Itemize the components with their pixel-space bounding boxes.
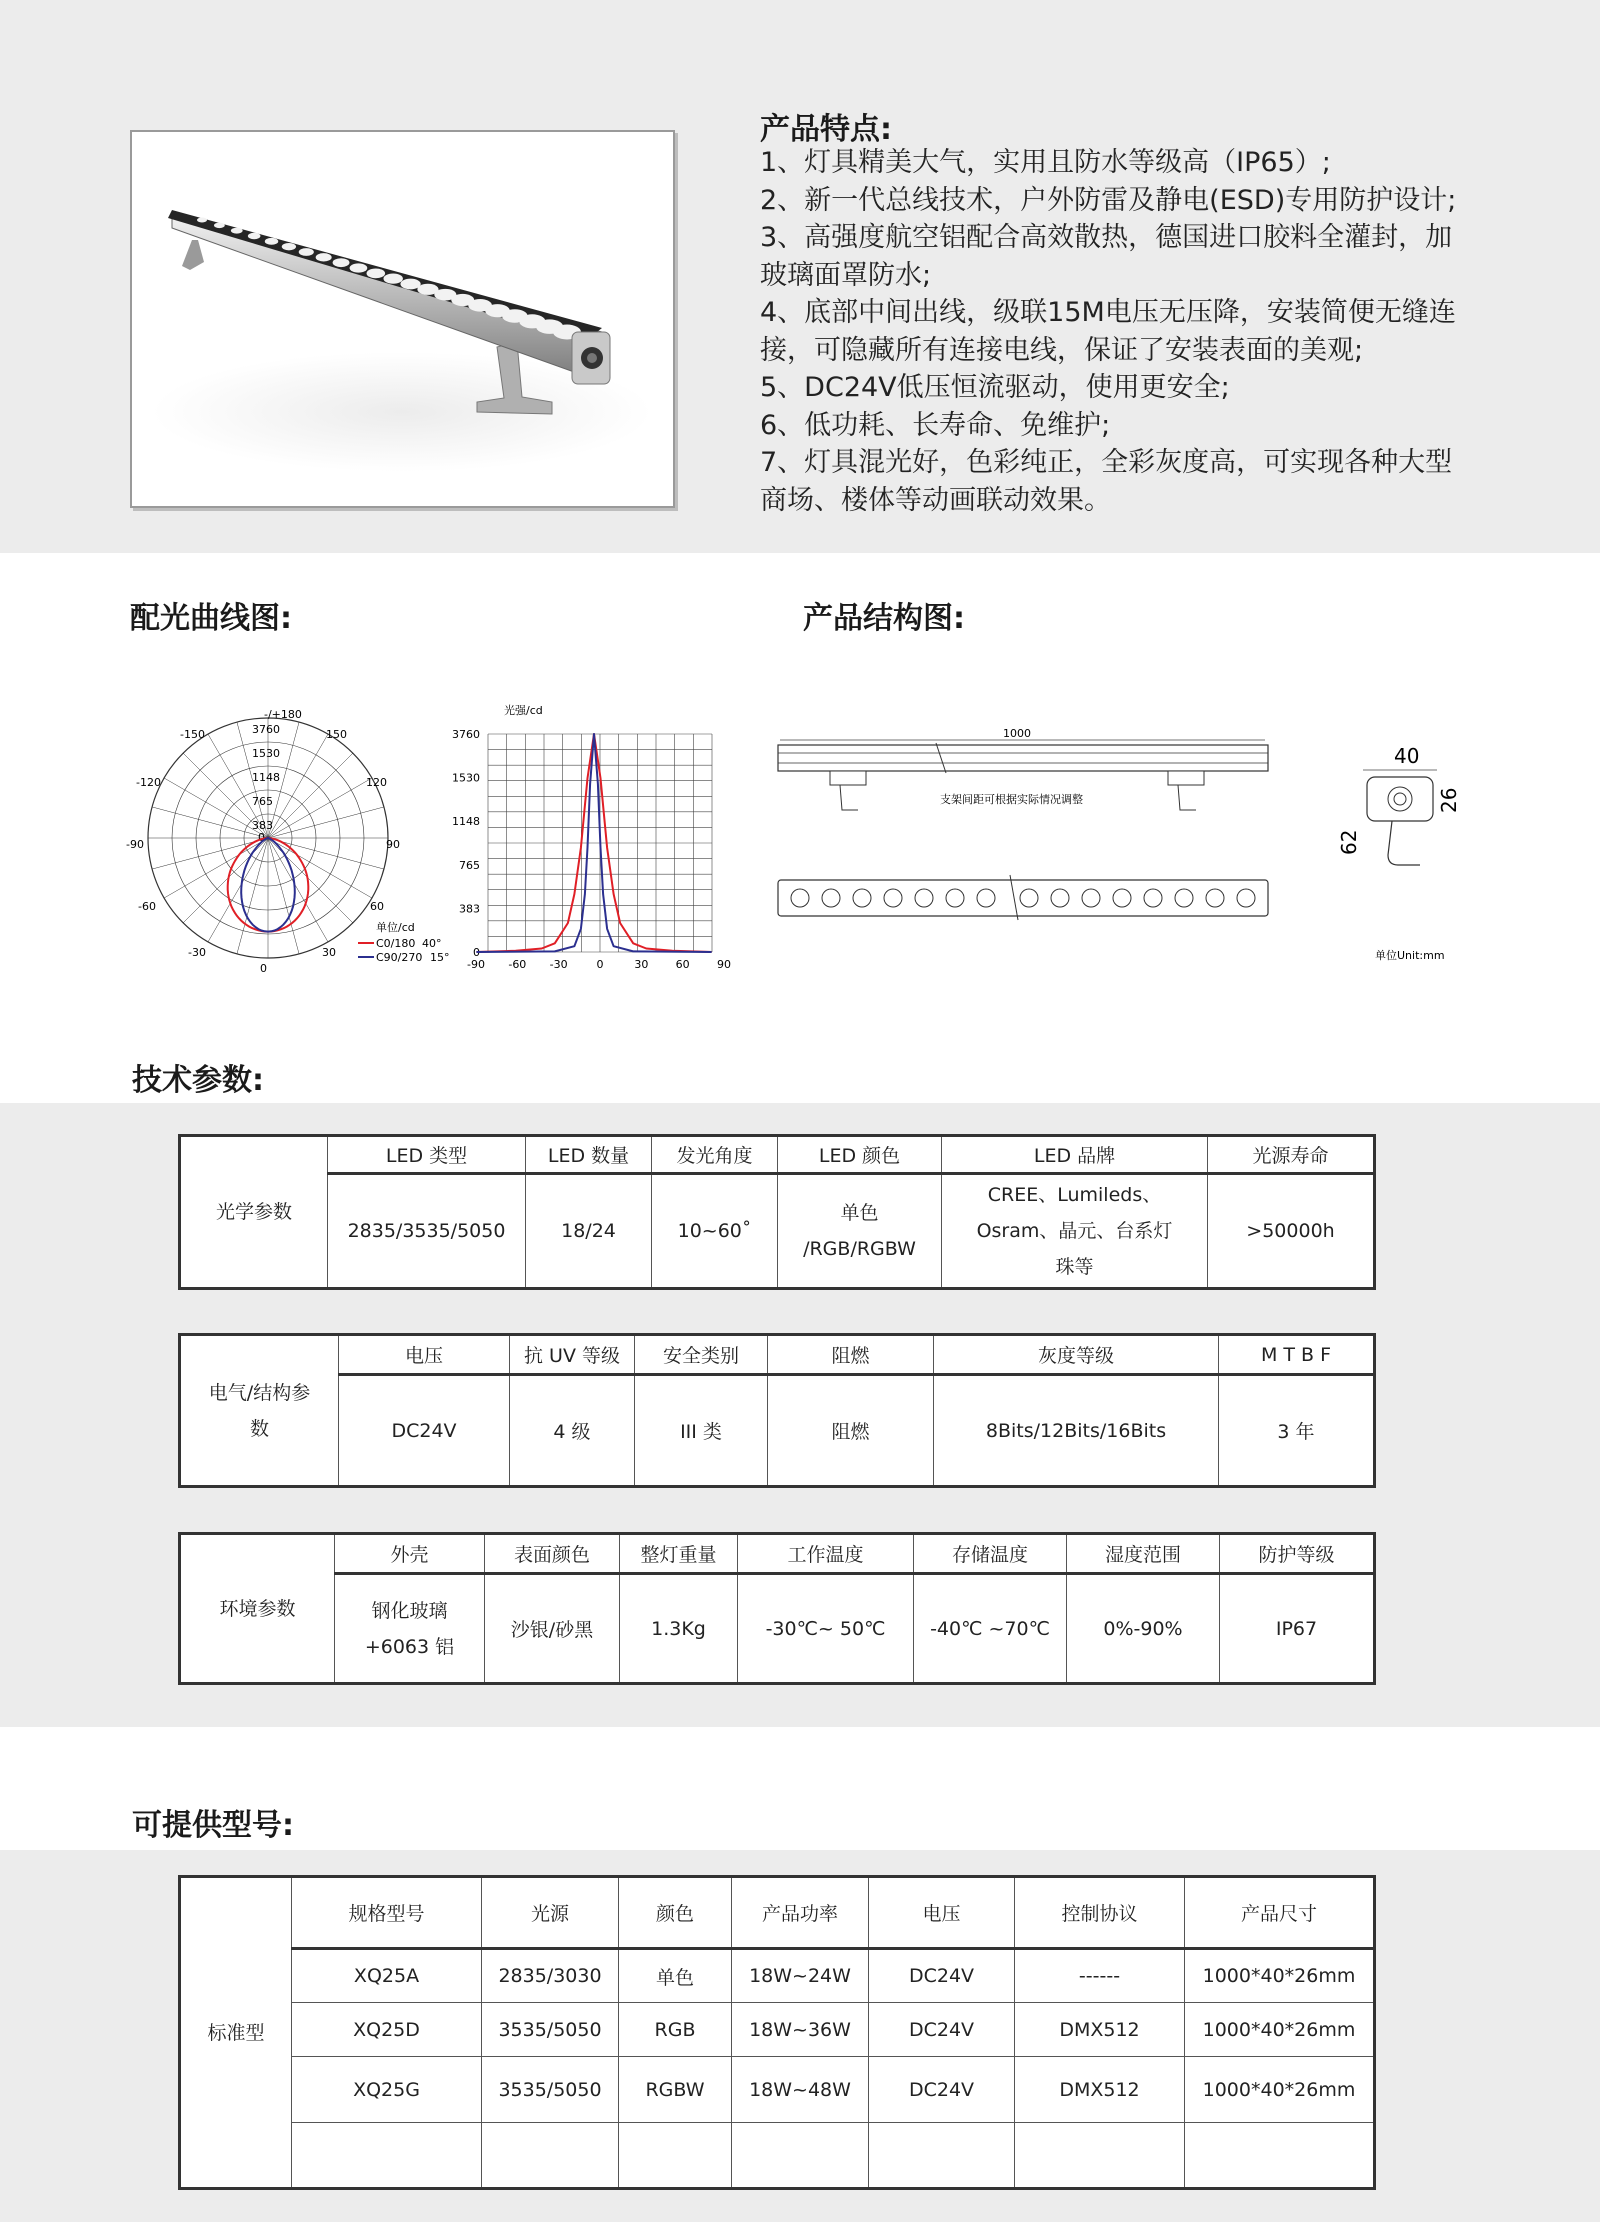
dim-width: 40 [1394, 744, 1420, 768]
value-cell: RGBW [619, 2057, 732, 2123]
optical-spec-table [178, 1134, 1376, 1290]
led-hole [1175, 889, 1193, 907]
polar-spoke [268, 753, 353, 838]
header-cell: 安全类别 [635, 1335, 768, 1375]
polar-spoke [152, 838, 268, 869]
header-cell: 规格型号 [292, 1877, 482, 1949]
led-hole [1051, 889, 1069, 907]
value-cell: DMX512 [1015, 2003, 1185, 2057]
value-cell: 1000*40*26mm [1185, 1949, 1375, 2003]
x-tick-label: 30 [634, 958, 649, 971]
y-tick-label: 0 [473, 946, 480, 959]
led-hole [822, 889, 840, 907]
polar-angle-label: -60 [138, 900, 156, 913]
row-label: 光学参数 [180, 1136, 328, 1289]
led-hole [946, 889, 964, 907]
x-tick-label: -90 [467, 958, 485, 971]
polar-radial-tick: 3760 [252, 723, 280, 736]
intensity-chart [440, 700, 740, 984]
table-row [180, 2057, 1375, 2123]
led-lens [367, 268, 386, 278]
led-hole [977, 889, 995, 907]
header-cell: 产品功率 [732, 1877, 869, 1949]
y-tick-label: 3760 [452, 728, 480, 741]
header-cell: 阻燃 [768, 1335, 934, 1375]
polar-spoke [152, 807, 268, 838]
header-cell: 湿度范围 [1067, 1534, 1220, 1574]
header-cell: 光源 [482, 1877, 619, 1949]
y-tick-label: 1148 [452, 815, 480, 829]
features-title: 产品特点: [760, 112, 892, 147]
polar-legend-c90: C90/270 [376, 951, 423, 964]
table-row-empty [180, 2123, 1375, 2189]
header-cell: LED 类型 [328, 1136, 526, 1174]
polar-radial-tick: 383 [252, 819, 273, 832]
row-label: 环境参数 [180, 1534, 335, 1684]
value-cell: 3535/5050 [482, 2057, 619, 2123]
header-cell: 存储温度 [914, 1534, 1067, 1574]
header-cell: 外壳 [335, 1534, 485, 1574]
header-cell: LED 颜色 [778, 1136, 942, 1174]
polar-spoke [268, 838, 384, 869]
polar-spoke [164, 838, 268, 898]
feature-line: 5、DC24V低压恒流驱动，使用更安全; [760, 372, 1230, 403]
polar-legend-c0-angle: 40° [422, 937, 442, 950]
led-hole [1144, 889, 1162, 907]
feature-line: 4、底部中间出线，级联15M电压无压降，安装简便无缝连 [760, 297, 1456, 328]
header-cell: 表面颜色 [485, 1534, 620, 1574]
led-lens [383, 274, 402, 284]
value-cell: 2835/3030 [482, 1949, 619, 2003]
value-cell: 3535/5050 [482, 2003, 619, 2057]
header-cell: 电压 [869, 1877, 1015, 1949]
header-cell: 产品尺寸 [1185, 1877, 1375, 1949]
led-hole [1082, 889, 1100, 907]
value-cell: 18W~48W [732, 2057, 869, 2123]
value-cell: 4 级 [510, 1375, 635, 1487]
value-cell: DMX512 [1015, 2057, 1185, 2123]
value-cell: -40℃ ~70℃ [914, 1574, 1067, 1684]
polar-legend-c0: C0/180 [376, 937, 416, 950]
environment-spec-table [178, 1532, 1376, 1685]
header-cell: 抗 UV 等级 [510, 1335, 635, 1375]
polar-angle-label: 0 [260, 962, 267, 975]
polar-spoke [183, 838, 268, 923]
led-hole [915, 889, 933, 907]
polar-legend-unit: 单位/cd [376, 921, 415, 934]
structure-title: 产品结构图: [803, 601, 965, 636]
tech-title: 技术参数: [132, 1063, 264, 1098]
y-tick-label: 765 [459, 858, 480, 872]
dim-height-total: 62 [1337, 829, 1361, 855]
polar-angle-label: -150 [180, 728, 205, 741]
feature-line: 1、灯具精美大气，实用且防水等级高（IP65）; [760, 147, 1331, 178]
dim-height-small: 26 [1437, 787, 1461, 813]
value-cell: 1000*40*26mm [1185, 2003, 1375, 2057]
header-cell: LED 数量 [526, 1136, 652, 1174]
x-tick-label: 60 [675, 958, 690, 971]
polar-legend-c90-angle: 15° [430, 951, 450, 964]
value-cell: XQ25D [292, 2003, 482, 2057]
value-cell: 0%-90% [1067, 1574, 1220, 1684]
bracket-note: 支架间距可根据实际情况调整 [940, 793, 1083, 806]
header-cell: 控制协议 [1015, 1877, 1185, 1949]
polar-angle-label: 150 [326, 728, 347, 741]
polar-top-label: -/+180 [264, 708, 302, 721]
polar-spoke [268, 838, 372, 898]
value-cell: 18W~24W [732, 1949, 869, 2003]
row-label: 电气/结构参 数 [180, 1335, 339, 1487]
led-lens [231, 228, 243, 234]
value-cell: 8Bits/12Bits/16Bits [934, 1375, 1219, 1487]
table-row [180, 2003, 1375, 2057]
value-cell: 18/24 [526, 1174, 652, 1289]
header-cell: 电压 [339, 1335, 510, 1375]
led-wall-washer-image [132, 132, 673, 506]
polar-spoke [268, 807, 384, 838]
header-cell: 防护等级 [1220, 1534, 1375, 1574]
header-cell: 整灯重量 [620, 1534, 738, 1574]
polar-angle-label: -120 [136, 776, 161, 789]
led-lens [333, 258, 350, 267]
led-lens [400, 279, 420, 290]
x-tick-label: 90 [717, 958, 731, 971]
value-cell: DC24V [869, 1949, 1015, 2003]
feature-line: 7、灯具混光好，色彩纯正，全彩灰度高，可实现各种大型 [760, 447, 1453, 478]
polar-radial-tick: 765 [252, 795, 273, 808]
value-cell: IP67 [1220, 1574, 1375, 1684]
polar-light-distribution [118, 700, 450, 984]
models-table [178, 1875, 1376, 2190]
feature-line: 6、低功耗、长寿命、免维护; [760, 409, 1111, 441]
light-curve-title: 配光曲线图: [130, 601, 292, 636]
value-cell: DC24V [869, 2003, 1015, 2057]
product-photo [130, 130, 675, 508]
polar-angle-label: 60 [370, 900, 384, 913]
y-tick-label: 1530 [452, 771, 480, 785]
value-cell: XQ25G [292, 2057, 482, 2123]
header-cell: 光源寿命 [1208, 1136, 1375, 1174]
value-cell: 单色 [619, 1949, 732, 2003]
value-cell: 1000*40*26mm [1185, 2057, 1375, 2123]
dim-length: 1000 [1003, 727, 1031, 740]
value-cell: XQ25A [292, 1949, 482, 2003]
value-cell: 1.3Kg [620, 1574, 738, 1684]
polar-radial-tick: 1530 [252, 747, 280, 760]
value-cell: III 类 [635, 1375, 768, 1487]
header-cell: 工作温度 [738, 1534, 914, 1574]
value-cell: ------ [1015, 1949, 1185, 2003]
header-cell: LED 品牌 [942, 1136, 1208, 1174]
led-lens [214, 223, 225, 228]
row-label: 标准型 [180, 1877, 292, 2189]
value-cell: 2835/3535/5050 [328, 1174, 526, 1289]
value-cell: RGB [619, 2003, 732, 2057]
led-lens [197, 218, 207, 223]
value-cell: 3 年 [1219, 1375, 1375, 1487]
features-list [760, 144, 1520, 519]
x-tick-label: -30 [549, 958, 568, 971]
feature-line: 3、高强度航空铝配合高效散热，德国进口胶料全灌封，加 [760, 222, 1453, 253]
value-cell: 沙银/砂黑 [485, 1574, 620, 1684]
electrical-spec-table [178, 1333, 1376, 1488]
led-hole [1113, 889, 1131, 907]
structure-drawing [770, 715, 1490, 989]
value-cell: 18W~36W [732, 2003, 869, 2057]
header-cell: M T B F [1219, 1335, 1375, 1375]
led-lens [316, 253, 332, 261]
polar-spoke [268, 838, 353, 923]
value-cell: -30℃~ 50℃ [738, 1574, 914, 1684]
led-lens [265, 238, 278, 245]
polar-spoke [208, 838, 268, 942]
value-cell: DC24V [339, 1375, 510, 1487]
led-hole [1237, 889, 1255, 907]
polar-angle-label: 90 [386, 838, 400, 851]
led-lens [282, 243, 296, 250]
header-cell: 发光角度 [652, 1136, 778, 1174]
unit-label: 单位Unit:mm [1375, 949, 1445, 962]
polar-spoke [268, 838, 328, 942]
value-cell: 阻燃 [768, 1375, 934, 1487]
value-cell: 钢化玻璃 +6063 铝 [335, 1574, 485, 1684]
header-cell: 灰度等级 [934, 1335, 1219, 1375]
polar-radial-tick: 0 [258, 831, 265, 844]
feature-line: 玻璃面罩防水; [760, 259, 932, 291]
polar-spoke [268, 778, 372, 838]
polar-radial-tick: 1148 [252, 771, 280, 784]
feature-line: 2、新一代总线技术，户外防雷及静电(ESD)专用防护设计; [760, 184, 1457, 216]
chart-ylabel: 光强/cd [504, 704, 543, 717]
feature-line: 商场、楼体等动画联动效果。 [760, 484, 1111, 516]
polar-angle-label: 120 [366, 776, 387, 789]
header-cell: 颜色 [619, 1877, 732, 1949]
value-cell: CREE、Lumileds、 Osram、晶元、台系灯 珠等 [942, 1174, 1208, 1289]
led-lens [299, 248, 314, 256]
value-cell: 单色 /RGB/RGBW [778, 1174, 942, 1289]
table-row [180, 1949, 1375, 2003]
led-hole [1020, 889, 1038, 907]
polar-angle-label: -90 [126, 838, 144, 851]
led-lens [350, 263, 368, 272]
led-lens [248, 233, 261, 239]
value-cell: 10~60˚ [652, 1174, 778, 1289]
polar-angle-label: -30 [188, 946, 206, 959]
value-cell: DC24V [869, 2057, 1015, 2123]
feature-line: 接，可隐藏所有连接电线，保证了安装表面的美观; [760, 334, 1364, 366]
value-cell: >50000h [1208, 1174, 1375, 1289]
x-tick-label: 0 [596, 958, 604, 971]
led-hole [853, 889, 871, 907]
x-tick-label: -60 [508, 958, 527, 971]
led-hole [791, 889, 809, 907]
polar-angle-label: 30 [322, 946, 336, 959]
models-title: 可提供型号: [132, 1808, 294, 1843]
led-hole [1206, 889, 1224, 907]
y-tick-label: 383 [459, 902, 480, 916]
led-hole [884, 889, 902, 907]
